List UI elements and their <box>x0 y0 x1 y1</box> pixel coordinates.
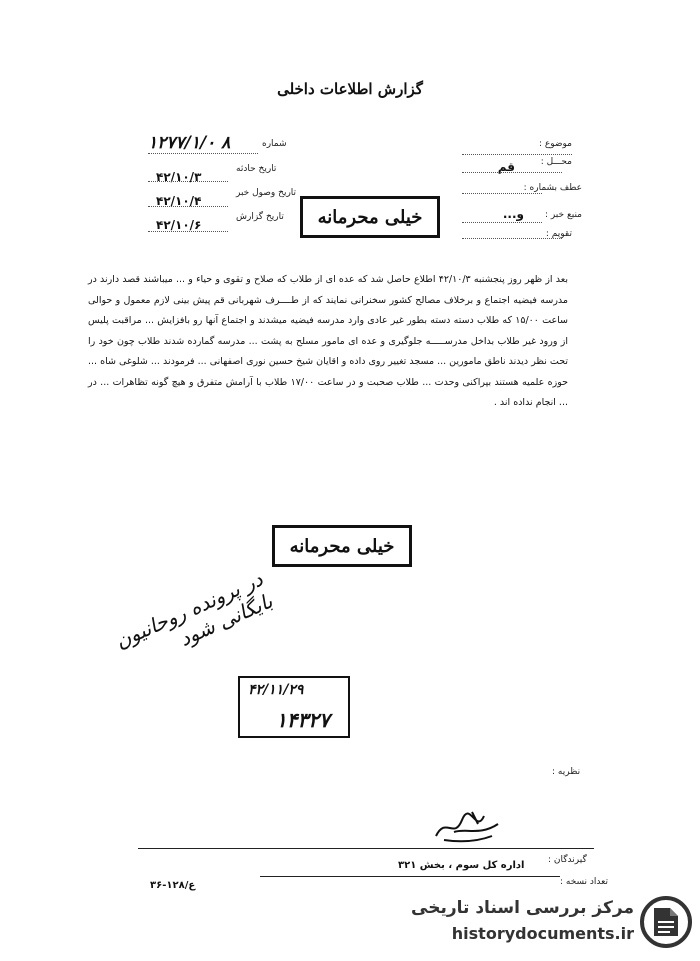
footer-rule-top <box>138 848 594 849</box>
incident-date-value: ۴۲/۱۰/۳ <box>156 170 202 184</box>
source-label: منبع خبر : <box>544 210 582 220</box>
number-label: شماره <box>262 139 287 149</box>
classification-stamp-middle: خیلی محرمانه <box>272 525 412 567</box>
watermark-text-fa: مرکز بررسی اسناد تاریخی <box>411 898 634 918</box>
reference-label: عطف بشماره : <box>523 183 582 193</box>
assessment-label: تقویم : <box>545 229 572 239</box>
report-body: بعد از ظهر روز پنجشنبه ۴۲/۱۰/۳ اطلاع حاصل شد که عده ای از طلاب که صلاح و تقوی و حیاء و ... میباشند قصد دارند در مدرسه فیضیه اجتماع و برخلاف مصالح کشور سخنرانی نمایند که از طــــرف شهربانی قم پیش بینی لازم معمول و حوالی ساعت ۱۵/۰۰ که طلاب دسته دسته بطور غیر عادی وارد مدرسه فیضیه میشدند و اجتماع آنها رو بافزایش ... مراقبت پلیس از ورود غیر طلاب بداخل مدرســـــه جلوگیری و عده ای مامور مسلح به پشت ... مدرسه گمارده شدند طلاب چون خود را تحت نظر دیدند ناطق مامورین ... مسجد تغییر روی داده و اقایان شیخ حسین نوری اصفهانی ... فرمودند ... شلوغی شاه ... حوزه علمیه هستند بپراکنی وحدت ... طلاب صحبت و در ساعت ۱۷/۰۰ طلاب با آرامش متفرق و هیچ گونه تظاهرات ... در ... انجام نداده اند . <box>88 274 568 408</box>
document-title: گزارش اطلاعات داخلی <box>277 80 423 98</box>
opinion-label: نظریه : <box>552 767 581 777</box>
subject-label: موضوع : <box>538 139 572 149</box>
watermark-text-en: historydocuments.ir <box>451 924 634 943</box>
signature-mark <box>432 806 502 846</box>
classification-stamp-top: خیلی محرمانه <box>300 196 440 238</box>
received-date-value: ۴۲/۱۰/۴ <box>156 194 202 208</box>
source-value: و... <box>502 207 524 221</box>
registration-number: ۱۴۳۲۷ <box>276 708 330 732</box>
footer-rule-bottom <box>260 876 560 877</box>
location-label: محـــل : <box>540 157 572 167</box>
registration-date: ۴۲/۱۱/۲۹ <box>248 682 304 698</box>
report-date-label: تاریخ گزارش <box>236 212 284 222</box>
watermark <box>404 892 696 956</box>
registration-stamp <box>238 676 350 738</box>
handwritten-note: در پرونده روحانیون بایگانی شود <box>111 566 276 654</box>
copies-label: تعداد نسخه : <box>560 877 609 887</box>
recipients-value: اداره کل سوم ، بخش ۳۲۱ <box>398 860 525 871</box>
incident-date-label: تاریخ حادثه <box>236 164 277 174</box>
location-value: قم <box>497 160 515 174</box>
report-date-value: ۴۲/۱۰/۶ <box>156 218 202 232</box>
form-code: ع/۱۲۸-۳۶ <box>150 880 196 891</box>
received-date-label: تاریخ وصول خبر <box>236 188 297 198</box>
recipients-label: گیرندگان : <box>548 855 587 865</box>
number-value: ۱۲۷۷/۱/۰ ۸ <box>148 133 231 153</box>
archive-logo-icon <box>640 896 692 948</box>
